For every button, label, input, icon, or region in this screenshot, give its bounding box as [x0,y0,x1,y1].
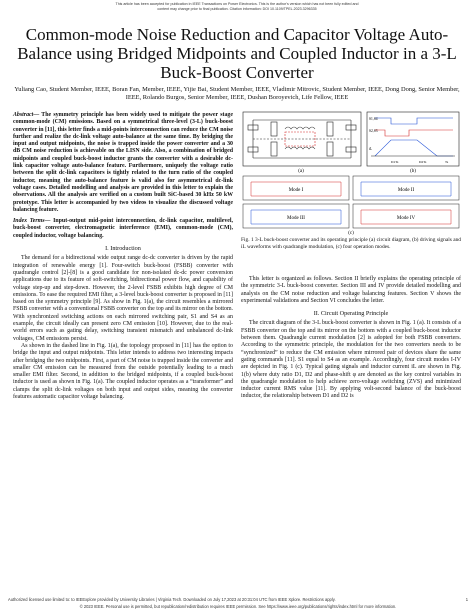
switch-leg-3 [327,122,333,136]
signal-trace-1 [375,118,453,124]
timing-label-d2: D2Ts [419,160,427,164]
publication-banner [0,2,474,12]
figure-1-caption: Fig. 1 3-L buck-boost converter and its operating principle (a) circuit diagram, (b) driving signals and iL waveforms with quadrangle modulation, (c) four operation modes. [241,237,461,250]
abstract-lead: Abstract [13,112,34,118]
abstract [13,112,233,214]
banner-line-1: This article has been accepted for publication in IEEE Transactions on Power Electronics. This is the author's version which has not been fully edited and [115,2,359,6]
left-column [13,112,233,401]
page-number: 1 [465,597,468,602]
figure-label-b: (b) [410,169,416,174]
waveform-panel [367,112,459,166]
switch-leg-2 [271,142,277,156]
signal-trace-2 [375,130,453,136]
figure-1 [241,110,461,254]
circuit-diagram [243,112,361,166]
author-list: Yuliang Cao, Student Member, IEEE, Boran Fan, Member, IEEE, Yijie Bai, Student Member, IEEE, Vladimir Mitrovic, Student Member, IEEE, Dong Dong, Senior Member, IEEE, Rolando Burgos, Senior Member, IEEE, Dushan Boroyevich, Life Fellow, IEEE [14,86,460,101]
operating-modes [243,176,459,228]
section-heading-introduction: I. Introduction [105,245,141,253]
index-terms [13,218,233,240]
inductor-current-trace [375,140,453,156]
principle-paragraph: The circuit diagram of the 3-L buck-boost converter is shown in Fig. 1 (a). It consists of a FSBB converter on the top and its mirror on the bottom with a coupled buck-boost inductor between them. Quadrangle current modulation [2] is adopted for both FSBB converters. According to the symmetric principle, the modulation for the two converters needs to be “synchronized” to reduce the CM emission where mirrored pair of devices share the same gating commands [11]. S1 equal to S4 as an example. Accordingly, four circuit modes I-IV are depicted in Fig. 1 (c). Typical gating signals and inductor current iL are shown in Fig. 1(b) where duty ratio D1, D2 and phase-shift φ are denoted as the key control variables in the quadrangle modulation to help achieve zero-voltage switching (ZVS) and minimized inductor current RMS value [11]. By applying volt-second balance of the buck-boost inductor, the relationship between D1 and D2 is [241,320,461,400]
waveform-frame [367,112,459,166]
section-heading-operating-principle: II. Circuit Operating Principle [313,310,389,318]
abstract-text: — The symmetry principle has been widely used to mitigate the power stage common-mode (CM) emissions. Based on a symmetrical three-level (3-L) buck-boost converter in [11], this letter finds a mid-points interconnection can reduce the CM noise further and realize the dc-link voltage auto-balance at the same time. By bridging the input and output midpoints, the noise is trapped inside the power converter and a 30 dB CM noise reduction is achievable on the LISN side. Also, a combination of bridged midpoints and coupled buck-boost inductor grants the converter with a desirable dc-link capacitor voltage auto-balance feature. Furthermore, uniquely the voltage ratio between the split dc-link capacitors is tightly related to the turn ratio of the coupled inductor, meaning the auto-balance feature is valid also for asymmetrical dc-link voltage cases. Detailed modelling and analysis are provided in this letter to explain the observations. All the analysis are verified on a custom built SiC-based 30 kHz 50 kW prototype. This letter is accompanied by two videos to visualize the discussed voltage balancing feature. [13,112,233,213]
mode-label-1: Mode I [288,188,304,193]
footer-license: Authorized licensed use limited to: to IEEExplore provided by University Libraries | Virginia Tech. Downloaded on July 17,2023 at 20:31:04 UTC from IEEE Xplore. Restrictions apply. [8,597,336,602]
intro-paragraph-1: The demand for a bidirectional wide output range dc-dc converter is driven by the rapid integration of renewable energy [1]. Four-switch buck-boost (FSBB) converter with quadrangle control [2]-[8] is a good candidate for non-isolated dc-dc power conversion applications due to its feature of soft-switching, bidirectional power flow, and capability of voltage step-up and step-down. However, the 2-level FSBB exhibits high degree of CM emissions. To ease the required EMI filter, a 3-level buck-boost converter is proposed in [11] based on the symmetry principle [9]. As show in Fig. 1(a), the circuit resembles a mirrored FSBB converter with a conventional FSBB converter on the top and its mirror on the bottom. With synchronized switching actions on each mirrored switching pair, S1 and S4 as an example, the circuit ideally can present zero CM emission [10]. However, due to the real-world errors such as gating delay, switching transient mismatch and unbalanced dc-link voltages, CM emissions persist. [13,255,233,342]
signal-label-1: S1,S4 [369,117,378,121]
paper-title: Common-mode Noise Reduction and Capacitor Voltage Auto-Balance using Bridged Midpoints and Coupled Inductor in a 3-L Buck-Boost Converter [17,25,457,82]
figure-label-a: (a) [298,169,304,174]
coupled-inductor-bottom [285,147,315,149]
signal-label-2: S2,S3 [369,129,378,133]
footer-copyright: © 2023 IEEE. Personal use is permitted, but republication/redistribution requires IEEE permission. See https://www.ieee.org/publications/rights/index.html for more information. [79,604,397,609]
timing-label-ts: Ts [445,160,449,164]
index-terms-lead: Index Terms [13,218,45,225]
switch-leg-1 [271,122,277,136]
signal-label-il: iL [369,147,373,151]
organization-paragraph: This letter is organized as follows. Section II briefly explains the operating principle of the symmetric 3-L buck-boost converter. Section III and IV provide detailed modelling and analysis on the CM noise reduction and voltage balancing features. Section V shows the experimental validations and Section VI concludes the letter. [241,276,461,304]
figure-1-graphic [241,110,461,236]
coupled-inductor-top [285,127,315,129]
switch-leg-4 [327,142,333,156]
mode-label-3: Mode III [287,216,305,221]
intro-paragraph-2: As shown in the dashed line in Fig. 1(a), the topology proposed in [11] has the option to bridge the input and output midpoints. This letter intends to address two interesting impacts after bridging the two midpoints. First, a part of CM noise is trapped inside the converter and smaller CM emission can be measured from the outside potentially leading to a much smaller EMI filter. Second, in addition to the bridged midpoints, if a coupled buck-boost inductor is used as shown in Fig. 1(a). The coupled inductor operates as a “transformer” and clamps the split dc-link voltages on both input and output sides, meaning the converter features automatic capacitor voltage balancing. [13,342,233,400]
banner-line-2: content may change prior to final publication. Citation information: DOI 10.1109/TPEL.2023.3296335 [157,7,317,11]
index-terms-text: — Input-output mid-point interconnection, dc-link capacitor, multilevel, buck-boost converter, electromagnetic interference (EMI), common-mode (CM), coupled inductor, voltage balancing. [13,218,233,239]
mode-label-2: Mode II [397,188,415,193]
right-column [241,276,461,401]
mode-label-4: Mode IV [396,216,416,221]
figure-label-c: (c) [348,231,354,236]
timing-label-d1: D1Ts [391,160,399,164]
